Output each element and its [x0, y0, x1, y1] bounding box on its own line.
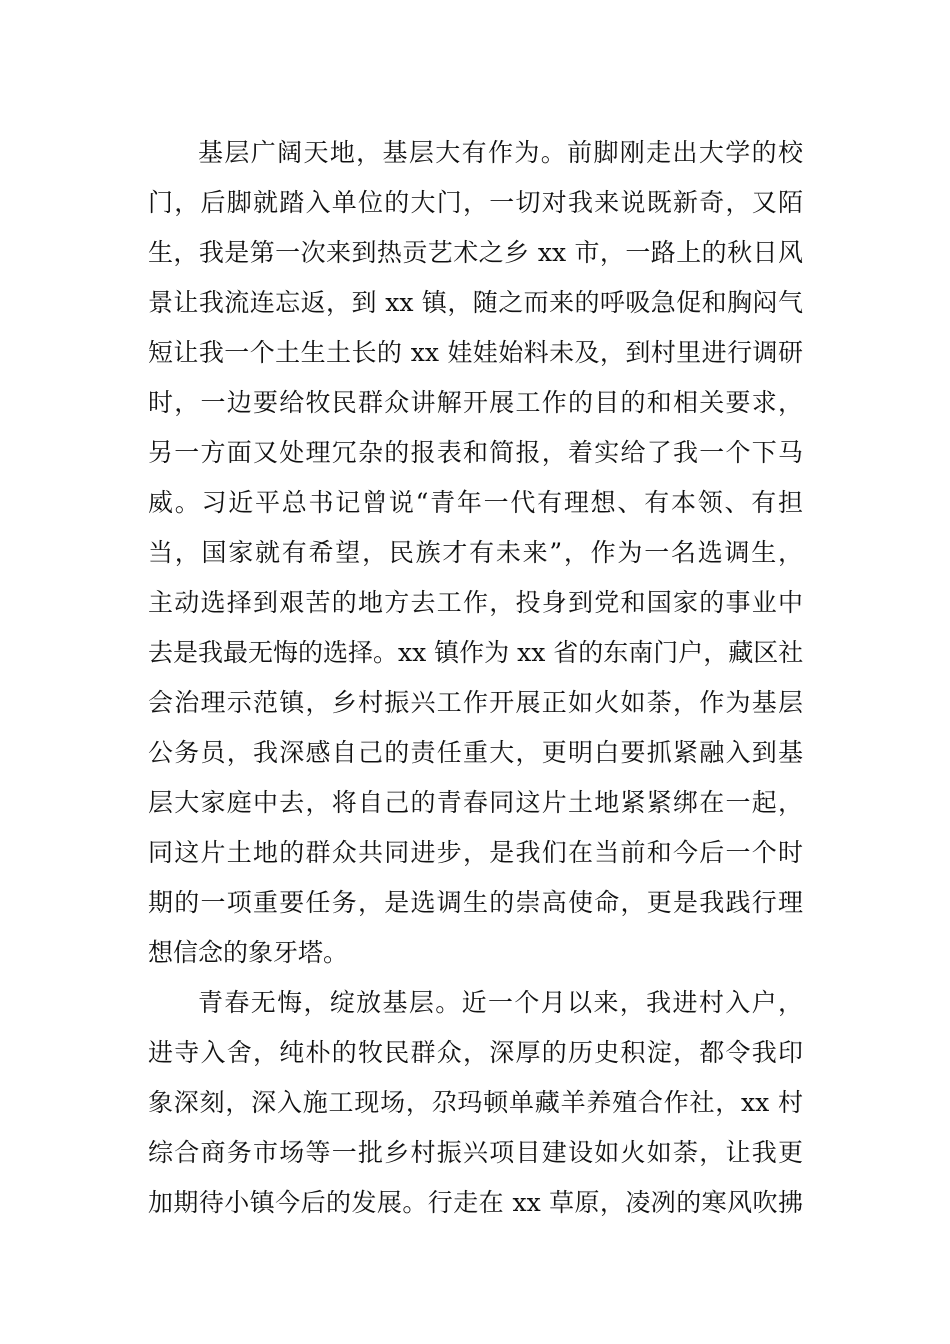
paragraph-1-line-1: 基层广阔天地，基层大有作为。前脚刚走出大学的校: [198, 138, 803, 167]
paragraph-1-line-3: 生，我是第一次来到热贡艺术之乡 xx 市，一路上的秋日风: [148, 238, 803, 267]
paragraph-1-line-17: 想信念的象牙塔。: [148, 938, 349, 967]
paragraph-2-line-2: 进寺入舍，纯朴的牧民群众，深厚的历史积淀，都令我印: [148, 1038, 803, 1067]
paragraph-2-line-1: 青春无悔，绽放基层。近一个月以来，我进村入户，: [198, 988, 803, 1017]
paragraph-2-line-3: 象深刻，深入施工现场，尕玛顿单藏羊养殖合作社，xx 村: [148, 1088, 803, 1117]
paragraph-1-line-2: 门，后脚就踏入单位的大门，一切对我来说既新奇，又陌: [148, 188, 803, 217]
paragraph-1-line-6: 时，一边要给牧民群众讲解开展工作的目的和相关要求，: [148, 388, 803, 417]
paragraph-1-line-5: 短让我一个土生土长的 xx 娃娃始料未及，到村里进行调研: [148, 338, 803, 367]
paragraph-1-line-15: 同这片土地的群众共同进步，是我们在当前和今后一个时: [148, 838, 803, 867]
paragraph-2-line-5: 加期待小镇今后的发展。行走在 xx 草原，凌冽的寒风吹拂: [148, 1188, 803, 1217]
paragraph-2-line-4: 综合商务市场等一批乡村振兴项目建设如火如荼，让我更: [148, 1138, 803, 1167]
paragraph-1-line-8: 威。习近平总书记曾说“青年一代有理想、有本领、有担: [148, 488, 803, 517]
paragraph-1-line-10: 主动选择到艰苦的地方去工作，投身到党和国家的事业中: [148, 588, 803, 617]
paragraph-1-line-4: 景让我流连忘返，到 xx 镇，随之而来的呼吸急促和胸闷气: [148, 288, 803, 317]
paragraph-1-line-7: 另一方面又处理冗杂的报表和简报，着实给了我一个下马: [148, 438, 803, 467]
paragraph-1-line-12: 会治理示范镇，乡村振兴工作开展正如火如荼，作为基层: [148, 688, 803, 717]
paragraph-1-line-11: 去是我最无悔的选择。xx 镇作为 xx 省的东南门户，藏区社: [148, 638, 804, 667]
paragraph-1-line-9: 当，国家就有希望，民族才有未来”，作为一名选调生，: [148, 538, 803, 567]
paragraph-1-line-16: 期的一项重要任务，是选调生的崇高使命，更是我践行理: [148, 888, 803, 917]
paragraph-1-line-13: 公务员，我深感自己的责任重大，更明白要抓紧融入到基: [148, 738, 803, 767]
paragraph-1-line-14: 层大家庭中去，将自己的青春同这片土地紧紧绑在一起，: [148, 788, 803, 817]
